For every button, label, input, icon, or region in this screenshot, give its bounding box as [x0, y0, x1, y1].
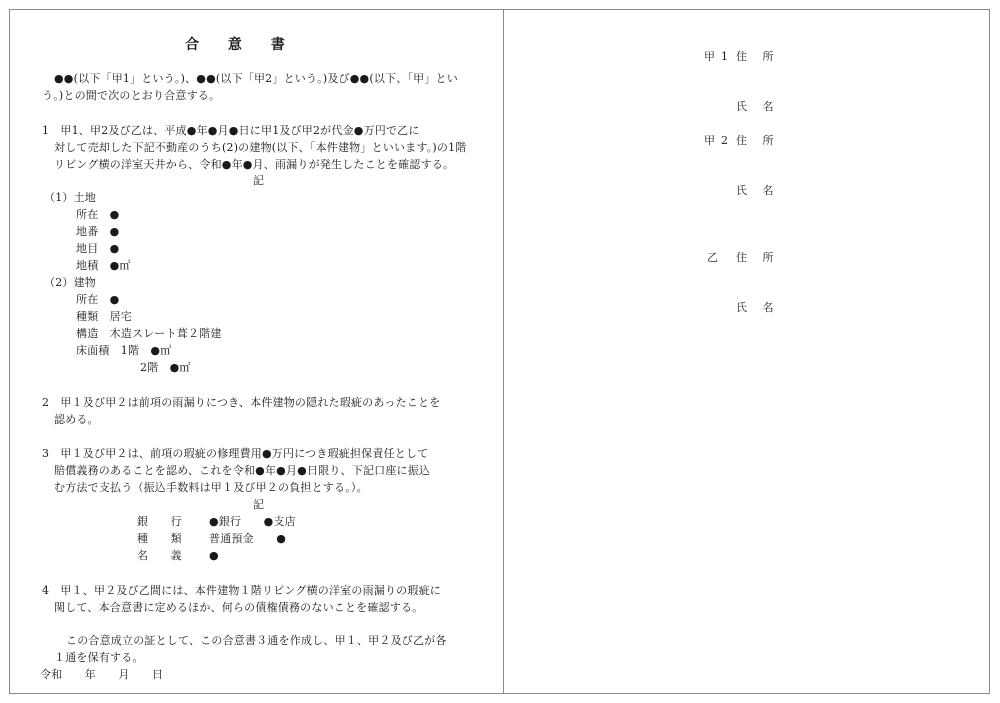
property-land-location: 所在 ● — [76, 208, 120, 221]
agreement-page-left — [9, 9, 504, 694]
property-building-structure: 構造 木造スレート葺２階建 — [76, 327, 222, 340]
party-b-address-label: 住 所 — [736, 251, 780, 264]
clause2-line-1: 2 甲１及び甲２は前項の雨漏りにつき、本件建物の隠れた瑕疵のあったことを — [42, 396, 441, 409]
account-type-label: 種 類 — [137, 532, 182, 545]
clause2-line-2: 認める。 — [54, 413, 99, 426]
party-a2-name-label: 氏 名 — [736, 184, 780, 197]
account-holder-value: ● — [209, 549, 219, 562]
party-b-label: 乙 — [707, 251, 724, 264]
party-b-name-label: 氏 名 — [736, 301, 780, 314]
property-building-heading: （2）建物 — [44, 276, 96, 289]
signature-page-right — [503, 9, 990, 694]
bank-name-value: ●銀行 ●支店 — [209, 515, 296, 528]
ki-heading-2: 記 — [253, 498, 265, 511]
clause1-line-2: 対して売却した下記不動産のうち(2)の建物(以下、「本件建物」といいます。)の1階 — [54, 141, 467, 154]
party-a1-label: 甲1 — [704, 50, 734, 63]
property-land-lot-number: 地番 ● — [76, 225, 120, 238]
closing-line-2: １通を保有する。 — [54, 651, 144, 664]
clause1-line-1: 1 甲1、甲2及び乙は、平成●年●月●日に甲1及び甲2が代金●万円で乙に — [42, 124, 420, 137]
preamble-line-1: ●●(以下「甲1」という。)、●●(以下「甲2」という。)及び●●(以下、「甲」とい — [54, 72, 458, 85]
party-a1-address-label: 住 所 — [736, 50, 780, 63]
property-land-area: 地積 ●㎡ — [76, 259, 131, 272]
clause3-line-2: 賠償義務のあることを認め、これを令和●年●月●日限り、下記口座に振込 — [54, 464, 431, 477]
property-building-type: 種類 居宅 — [76, 310, 132, 323]
property-land-heading: （1）土地 — [44, 191, 96, 204]
clause3-line-1: 3 甲１及び甲２は、前項の瑕疵の修理費用●万円につき瑕疵担保責任として — [42, 447, 429, 460]
property-building-location: 所在 ● — [76, 293, 120, 306]
party-a2-address-label: 住 所 — [736, 134, 780, 147]
bank-name-label: 銀 行 — [137, 515, 182, 528]
property-floor-area-1f: 床面積 1階 ●㎡ — [76, 344, 172, 357]
property-floor-area-2f: 2階 ●㎡ — [140, 361, 191, 374]
clause1-line-3: リビング横の洋室天井から、令和●年●月、雨漏りが発生したことを確認する。 — [54, 158, 455, 171]
account-holder-label: 名 義 — [137, 549, 182, 562]
account-type-value: 普通預金 ● — [209, 532, 286, 545]
date-line: 令和 年 月 日 — [40, 668, 164, 681]
property-land-category: 地目 ● — [76, 242, 120, 255]
preamble-line-2: う。)との間で次のとおり合意する。 — [42, 89, 221, 102]
party-a1-name-label: 氏 名 — [736, 100, 780, 113]
clause3-line-3: む方法で支払う（振込手数料は甲１及び甲２の負担とする。）。 — [54, 481, 368, 494]
document-title: 合 意 書 — [185, 37, 297, 53]
party-a2-label: 甲2 — [704, 134, 734, 147]
clause4-line-1: 4 甲１、甲２及び乙間には、本件建物１階リビング横の洋室の雨漏りの瑕疵に — [42, 584, 441, 597]
closing-line-1: この合意成立の証として、この合意書３通を作成し、甲１、甲２及び乙が各 — [66, 634, 447, 647]
ki-heading-1: 記 — [253, 174, 265, 187]
clause4-line-2: 関して、本合意書に定めるほか、何らの債権債務のないことを確認する。 — [54, 601, 424, 614]
